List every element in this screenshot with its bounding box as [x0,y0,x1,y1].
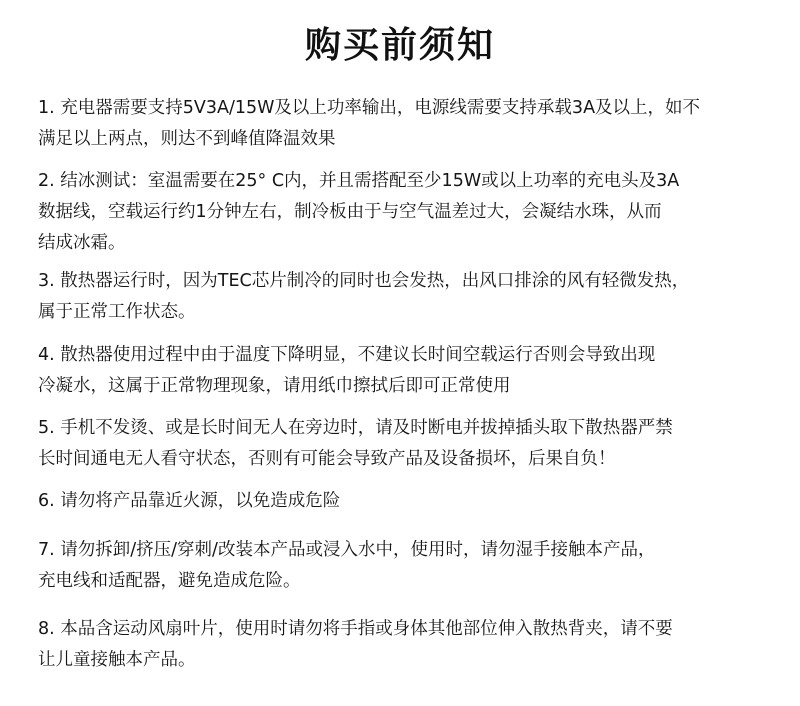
notice-item-7-line-2: 充电线和适配器，避免造成危险。 [38,571,301,591]
notice-item-5 [38,413,773,475]
notice-item-3 [38,266,773,328]
notice-item-4 [38,340,773,402]
notice-item-6-line-1: 6. 请勿将产品靠近火源，以免造成危险 [38,491,341,511]
notice-item-2-line-1: 2. 结冰测试：室温需要在25° C内，并且需搭配至少15W或以上功率的充电头及3A [38,171,680,191]
notice-item-6 [38,486,773,517]
notice-item-8-line-2: 让儿童接触本产品。 [38,650,196,670]
notice-item-1 [38,93,773,155]
notice-item-2-line-2: 数据线，空载运行约1分钟左右，制冷板由于与空气温差过大，会凝结水珠，从而 [38,202,662,222]
page-title: 购买前须知 [304,25,495,66]
notice-item-7-line-1: 7. 请勿拆卸/挤压/穿刺/改装本产品或浸入水中，使用时，请勿湿手接触本产品， [38,540,656,560]
notice-item-5-line-2: 长时间通电无人看守状态，否则有可能会导致产品及设备损坏，后果自负！ [38,449,616,469]
notice-item-4-line-2: 冷凝水，这属于正常物理现象，请用纸巾擦拭后即可正常使用 [38,376,511,396]
notice-item-7 [38,535,773,597]
notice-item-2 [38,166,773,259]
notice-item-3-line-2: 属于正常工作状态。 [38,302,196,322]
notice-item-4-line-1: 4. 散热器使用过程中由于温度下降明显，不建议长时间空载运行否则会导致出现 [38,345,656,365]
notice-item-5-line-1: 5. 手机不发烫、或是长时间无人在旁边时，请及时断电并拔掉插头取下散热器严禁 [38,418,673,438]
notice-item-3-line-1: 3. 散热器运行时，因为TEC芯片制冷的同时也会发热，出风口排涂的风有轻微发热， [38,271,690,291]
notice-item-2-line-3: 结成冰霜。 [38,233,126,253]
notice-item-1-line-1: 1. 充电器需要支持5V3A/15W及以上功率输出，电源线需要支持承载3A及以上，如不 [38,98,701,118]
notice-item-8-line-1: 8. 本品含运动风扇叶片，使用时请勿将手指或身体其他部位伸入散热背夹，请不要 [38,619,673,639]
notice-item-1-line-2: 满足以上两点，则达不到峰值降温效果 [38,129,336,149]
notice-item-8 [38,614,773,676]
